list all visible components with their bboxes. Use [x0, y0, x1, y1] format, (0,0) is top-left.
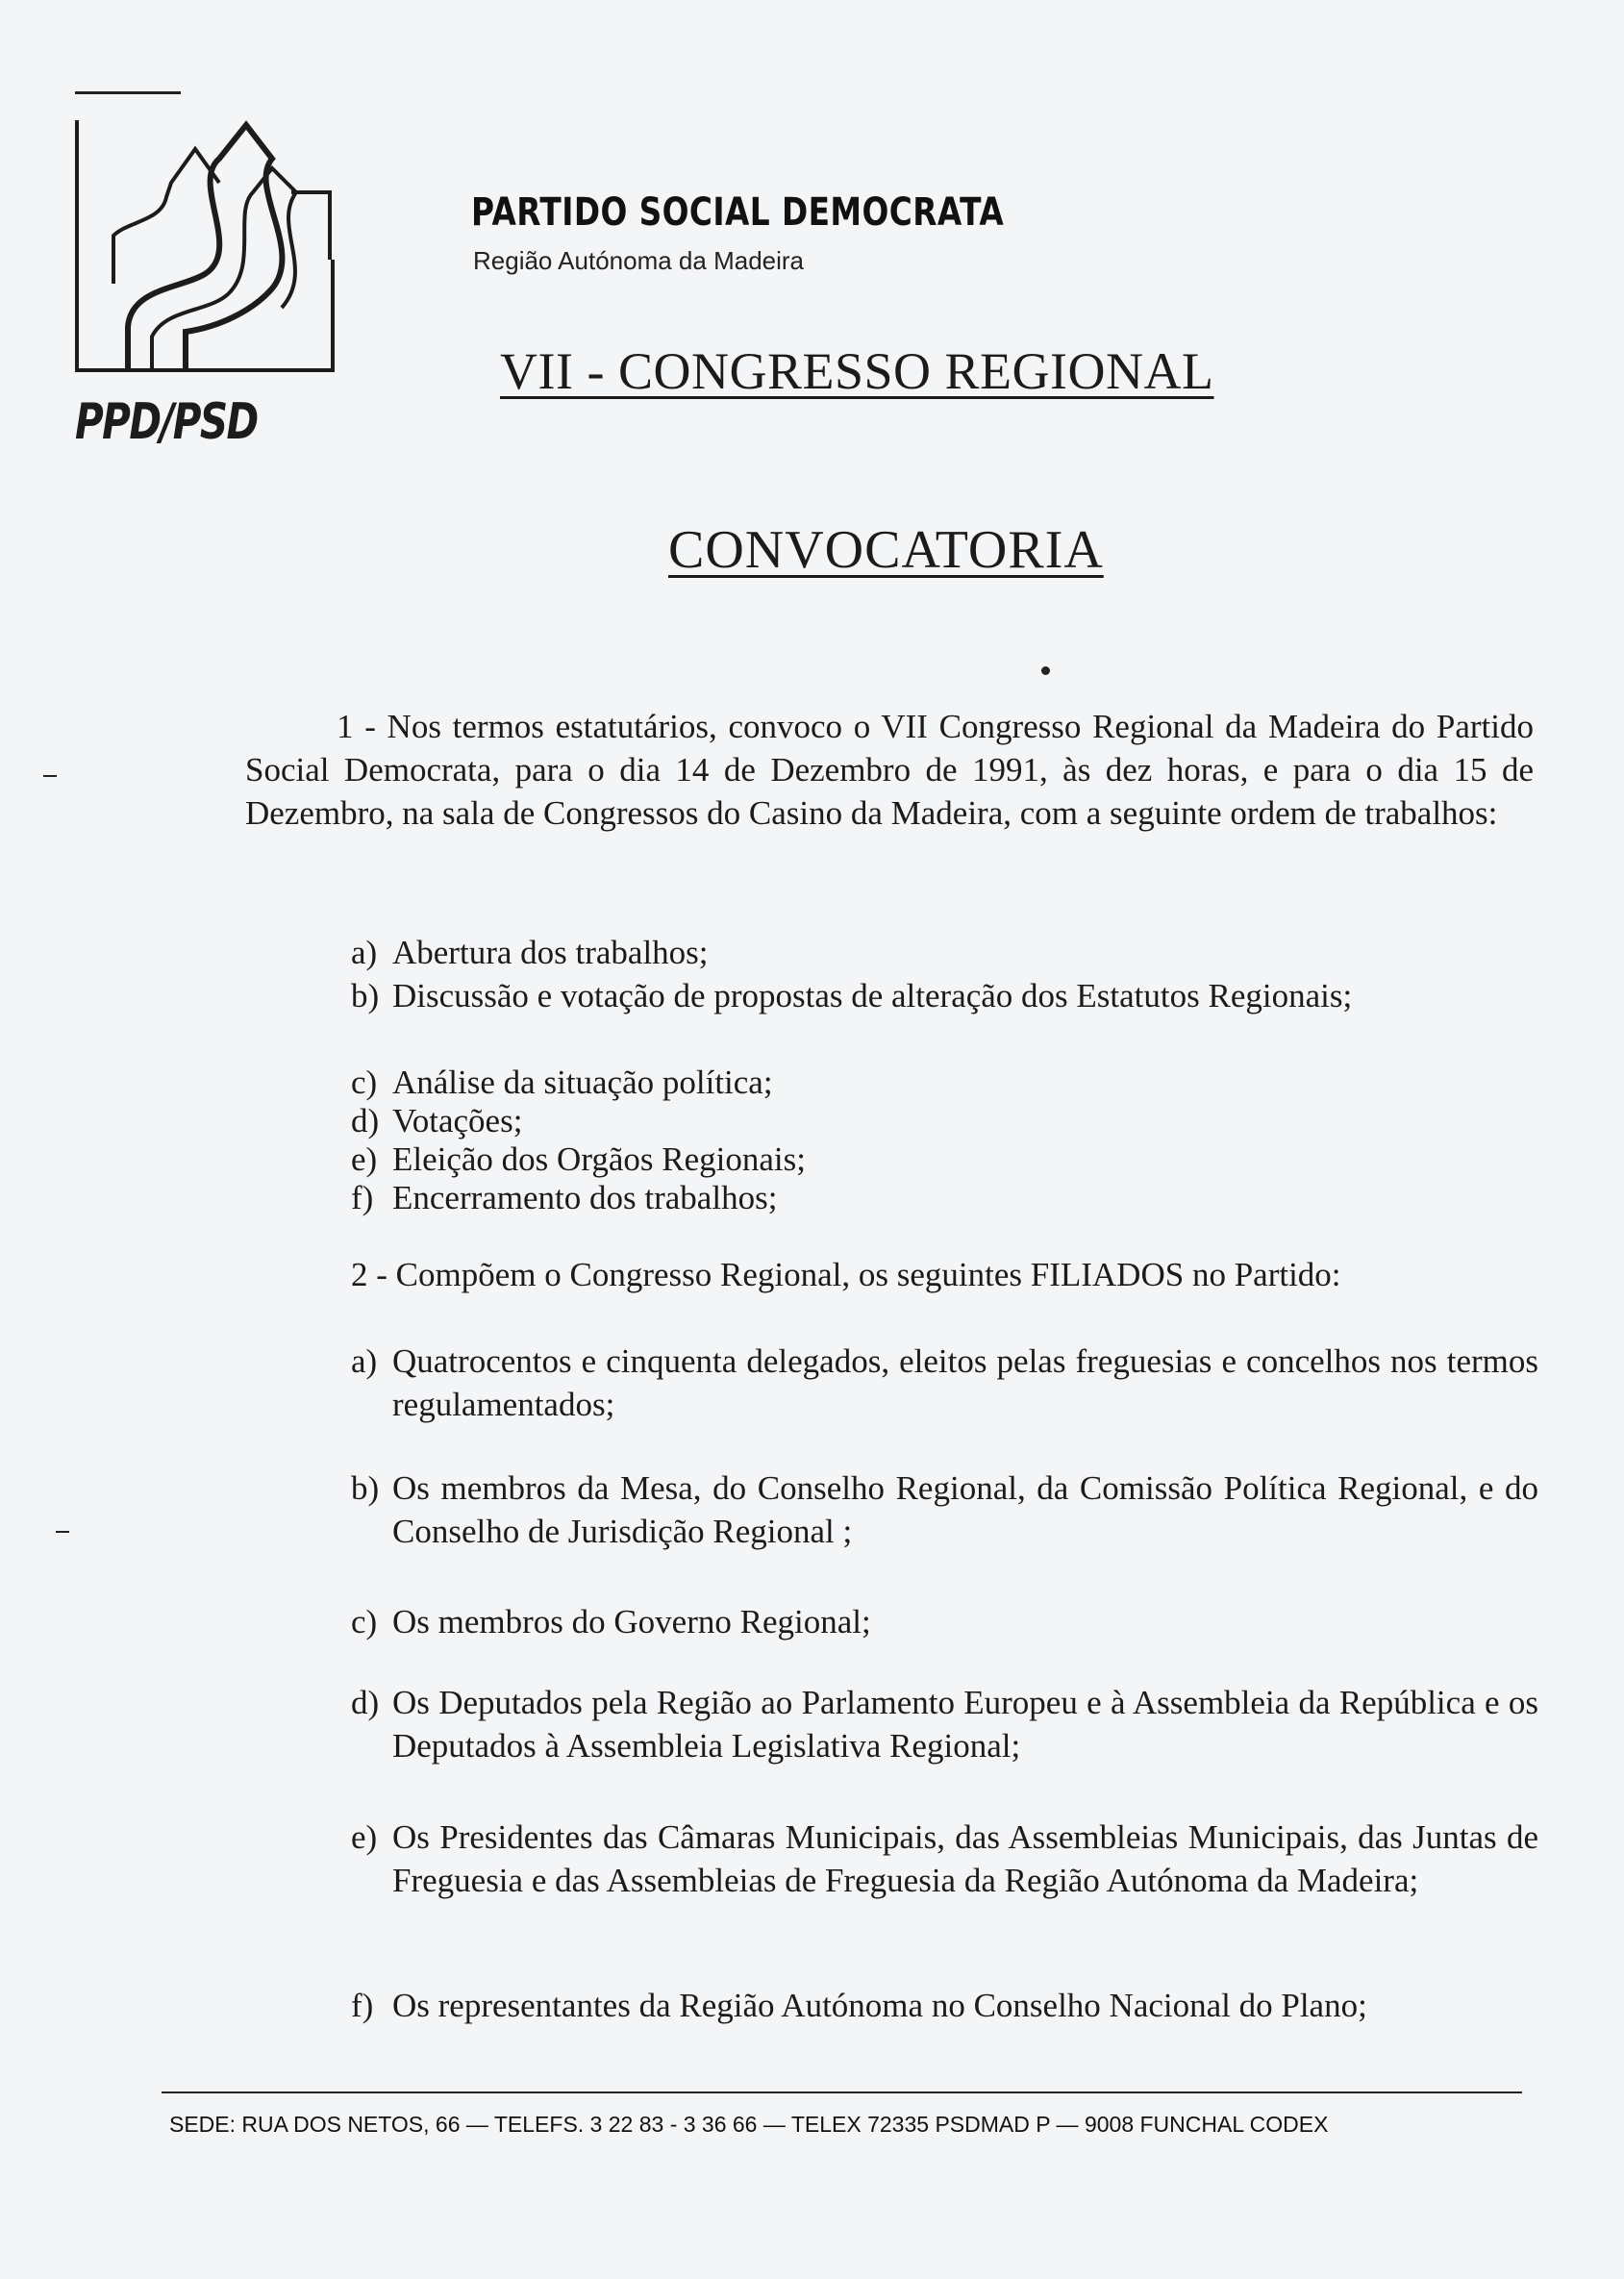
footer-address: SEDE: RUA DOS NETOS, 66 — TELEFS. 3 22 83 - 3 36 66 — TELEX 72335 PSDMAD P — 9008 FUNCHAL CODEX [169, 2112, 1329, 2137]
paragraph-2: 2 - Compõem o Congresso Regional, os seguintes FILIADOS no Partido: [351, 1256, 1341, 1293]
margin-dash [56, 1531, 69, 1533]
members-item-text: Os membros do Governo Regional; [392, 1603, 871, 1640]
members-item-text: Os membros da Mesa, do Conselho Regional, da Comissão Política Regional, e do Conselho de Jurisdição Regional ; [392, 1469, 1538, 1550]
agenda-item-text: Discussão e votação de propostas de alteração dos Estatutos Regionais; [392, 977, 1353, 1014]
members-item [351, 1984, 1538, 2027]
members-item-text: Os Presidentes das Câmaras Municipais, das Assembleias Municipais, das Juntas de Freguesia e das Assembleias de Freguesia da Região Autónoma da Madeira; [392, 1818, 1538, 1899]
party-name: PARTIDO SOCIAL DEMOCRATA [471, 190, 1005, 235]
agenda-item [351, 1138, 1538, 1181]
members-item-label: a) [351, 1342, 378, 1380]
party-logo [75, 91, 349, 451]
agenda-item-label: f) [351, 1179, 374, 1216]
agenda-item [351, 974, 1538, 1017]
agenda-item-label: b) [351, 977, 380, 1014]
paragraph-1: 1 - Nos termos estatutários, convoco o VII Congresso Regional da Madeira do Partido Social Democrata, para o dia 14 de Dezembro de 1991, às dez horas, e para o dia 15 de Dezembro, na sala de Congressos do Casino da Madeira, com a seguinte ordem de trabalhos: [245, 708, 1534, 832]
members-item-label: c) [351, 1603, 378, 1640]
agenda-item [351, 931, 1538, 974]
agenda-item-label: d) [351, 1102, 380, 1140]
agenda-item-label: c) [351, 1064, 378, 1101]
agenda-item [351, 1099, 1538, 1142]
arrow-logo-icon [75, 91, 349, 399]
agenda-item [351, 1176, 1538, 1219]
members-item-label: d) [351, 1684, 380, 1721]
members-item-text: Quatrocentos e cinquenta delegados, eleitos pelas freguesias e concelhos nos termos regulamentados; [392, 1342, 1538, 1423]
members-item-label: f) [351, 1987, 374, 2024]
footer-rule [162, 2091, 1522, 2093]
document-title: CONVOCATORIA [668, 520, 1104, 580]
party-region: Região Autónoma da Madeira [473, 246, 805, 275]
members-item [351, 1466, 1538, 1553]
members-item-text: Os Deputados pela Região ao Parlamento Europeu e à Assembleia da República e os Deputados à Assembleia Legislativa Regional; [392, 1684, 1538, 1765]
agenda-item-text: Eleição dos Orgãos Regionais; [392, 1140, 806, 1178]
agenda-item-text: Encerramento dos trabalhos; [392, 1179, 778, 1216]
members-item [351, 1816, 1538, 1902]
agenda-item-label: e) [351, 1140, 378, 1178]
margin-dash [43, 775, 57, 777]
members-item [351, 1340, 1538, 1426]
agenda-item-text: Abertura dos trabalhos; [392, 934, 709, 971]
members-item-label: b) [351, 1469, 380, 1507]
members-item [351, 1681, 1538, 1767]
members-item [351, 1600, 1538, 1643]
agenda-item [351, 1061, 1538, 1104]
members-item-label: e) [351, 1818, 378, 1856]
agenda-item-text: Votações; [392, 1102, 523, 1140]
congress-title: VII - CONGRESSO REGIONAL [500, 342, 1214, 400]
agenda-item-text: Análise da situação política; [392, 1064, 773, 1101]
logo-caption: PPD/PSD [75, 393, 258, 451]
members-item-text: Os representantes da Região Autónoma no Conselho Nacional do Plano; [392, 1987, 1367, 2024]
bullet-dot [1041, 666, 1050, 675]
agenda-item-label: a) [351, 934, 378, 971]
